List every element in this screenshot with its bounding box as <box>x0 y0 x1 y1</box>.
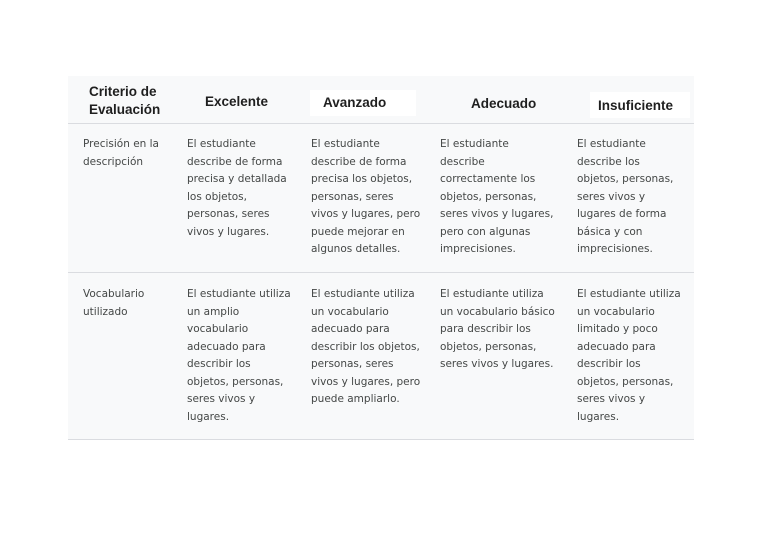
header-insuficiente: Insuficiente <box>598 98 674 113</box>
rubric-table <box>68 76 694 440</box>
row2-adecuado: El estudiante utiliza un vocabulario básico para describir los objetos, personas, seres vivos y lugares. <box>440 288 555 370</box>
row-divider <box>68 272 694 273</box>
row1-criterion: Precisión en la descripción <box>83 138 159 168</box>
row2-avanzado: El estudiante utiliza un vocabulario adecuado para describir los objetos, personas, seres vivos y lugares, pero puede ampliarlo. <box>311 288 421 405</box>
header-criterion: Criterio de Evaluación <box>89 84 161 117</box>
header-divider <box>68 123 694 124</box>
row2-excelente: El estudiante utiliza un amplio vocabulario adecuado para describir los objetos, personas, seres vivos y lugares. <box>187 288 291 423</box>
header-avanzado: Avanzado <box>323 95 387 110</box>
row2-criterion: Vocabulario utilizado <box>83 288 145 318</box>
row1-avanzado: El estudiante describe de forma precisa los objetos, personas, seres vivos y lugares, pero puede mejorar en algunos detalles. <box>311 138 421 255</box>
row2-insuficiente: El estudiante utiliza un vocabulario limitado y poco adecuado para describir los objetos, personas, seres vivos y lugares. <box>577 288 681 423</box>
header-adecuado: Adecuado <box>471 96 537 111</box>
row1-adecuado: El estudiante describe correctamente los objetos, personas, seres vivos y lugares, pero con algunas imprecisiones. <box>440 138 554 255</box>
row1-excelente: El estudiante describe de forma precisa y detallada los objetos, personas, seres vivos y lugares. <box>187 138 287 238</box>
table-bottom-divider <box>68 439 694 440</box>
header-excelente: Excelente <box>205 94 269 109</box>
row1-insuficiente: El estudiante describe los objetos, personas, seres vivos y lugares de forma básica y con imprecisiones. <box>577 138 674 255</box>
